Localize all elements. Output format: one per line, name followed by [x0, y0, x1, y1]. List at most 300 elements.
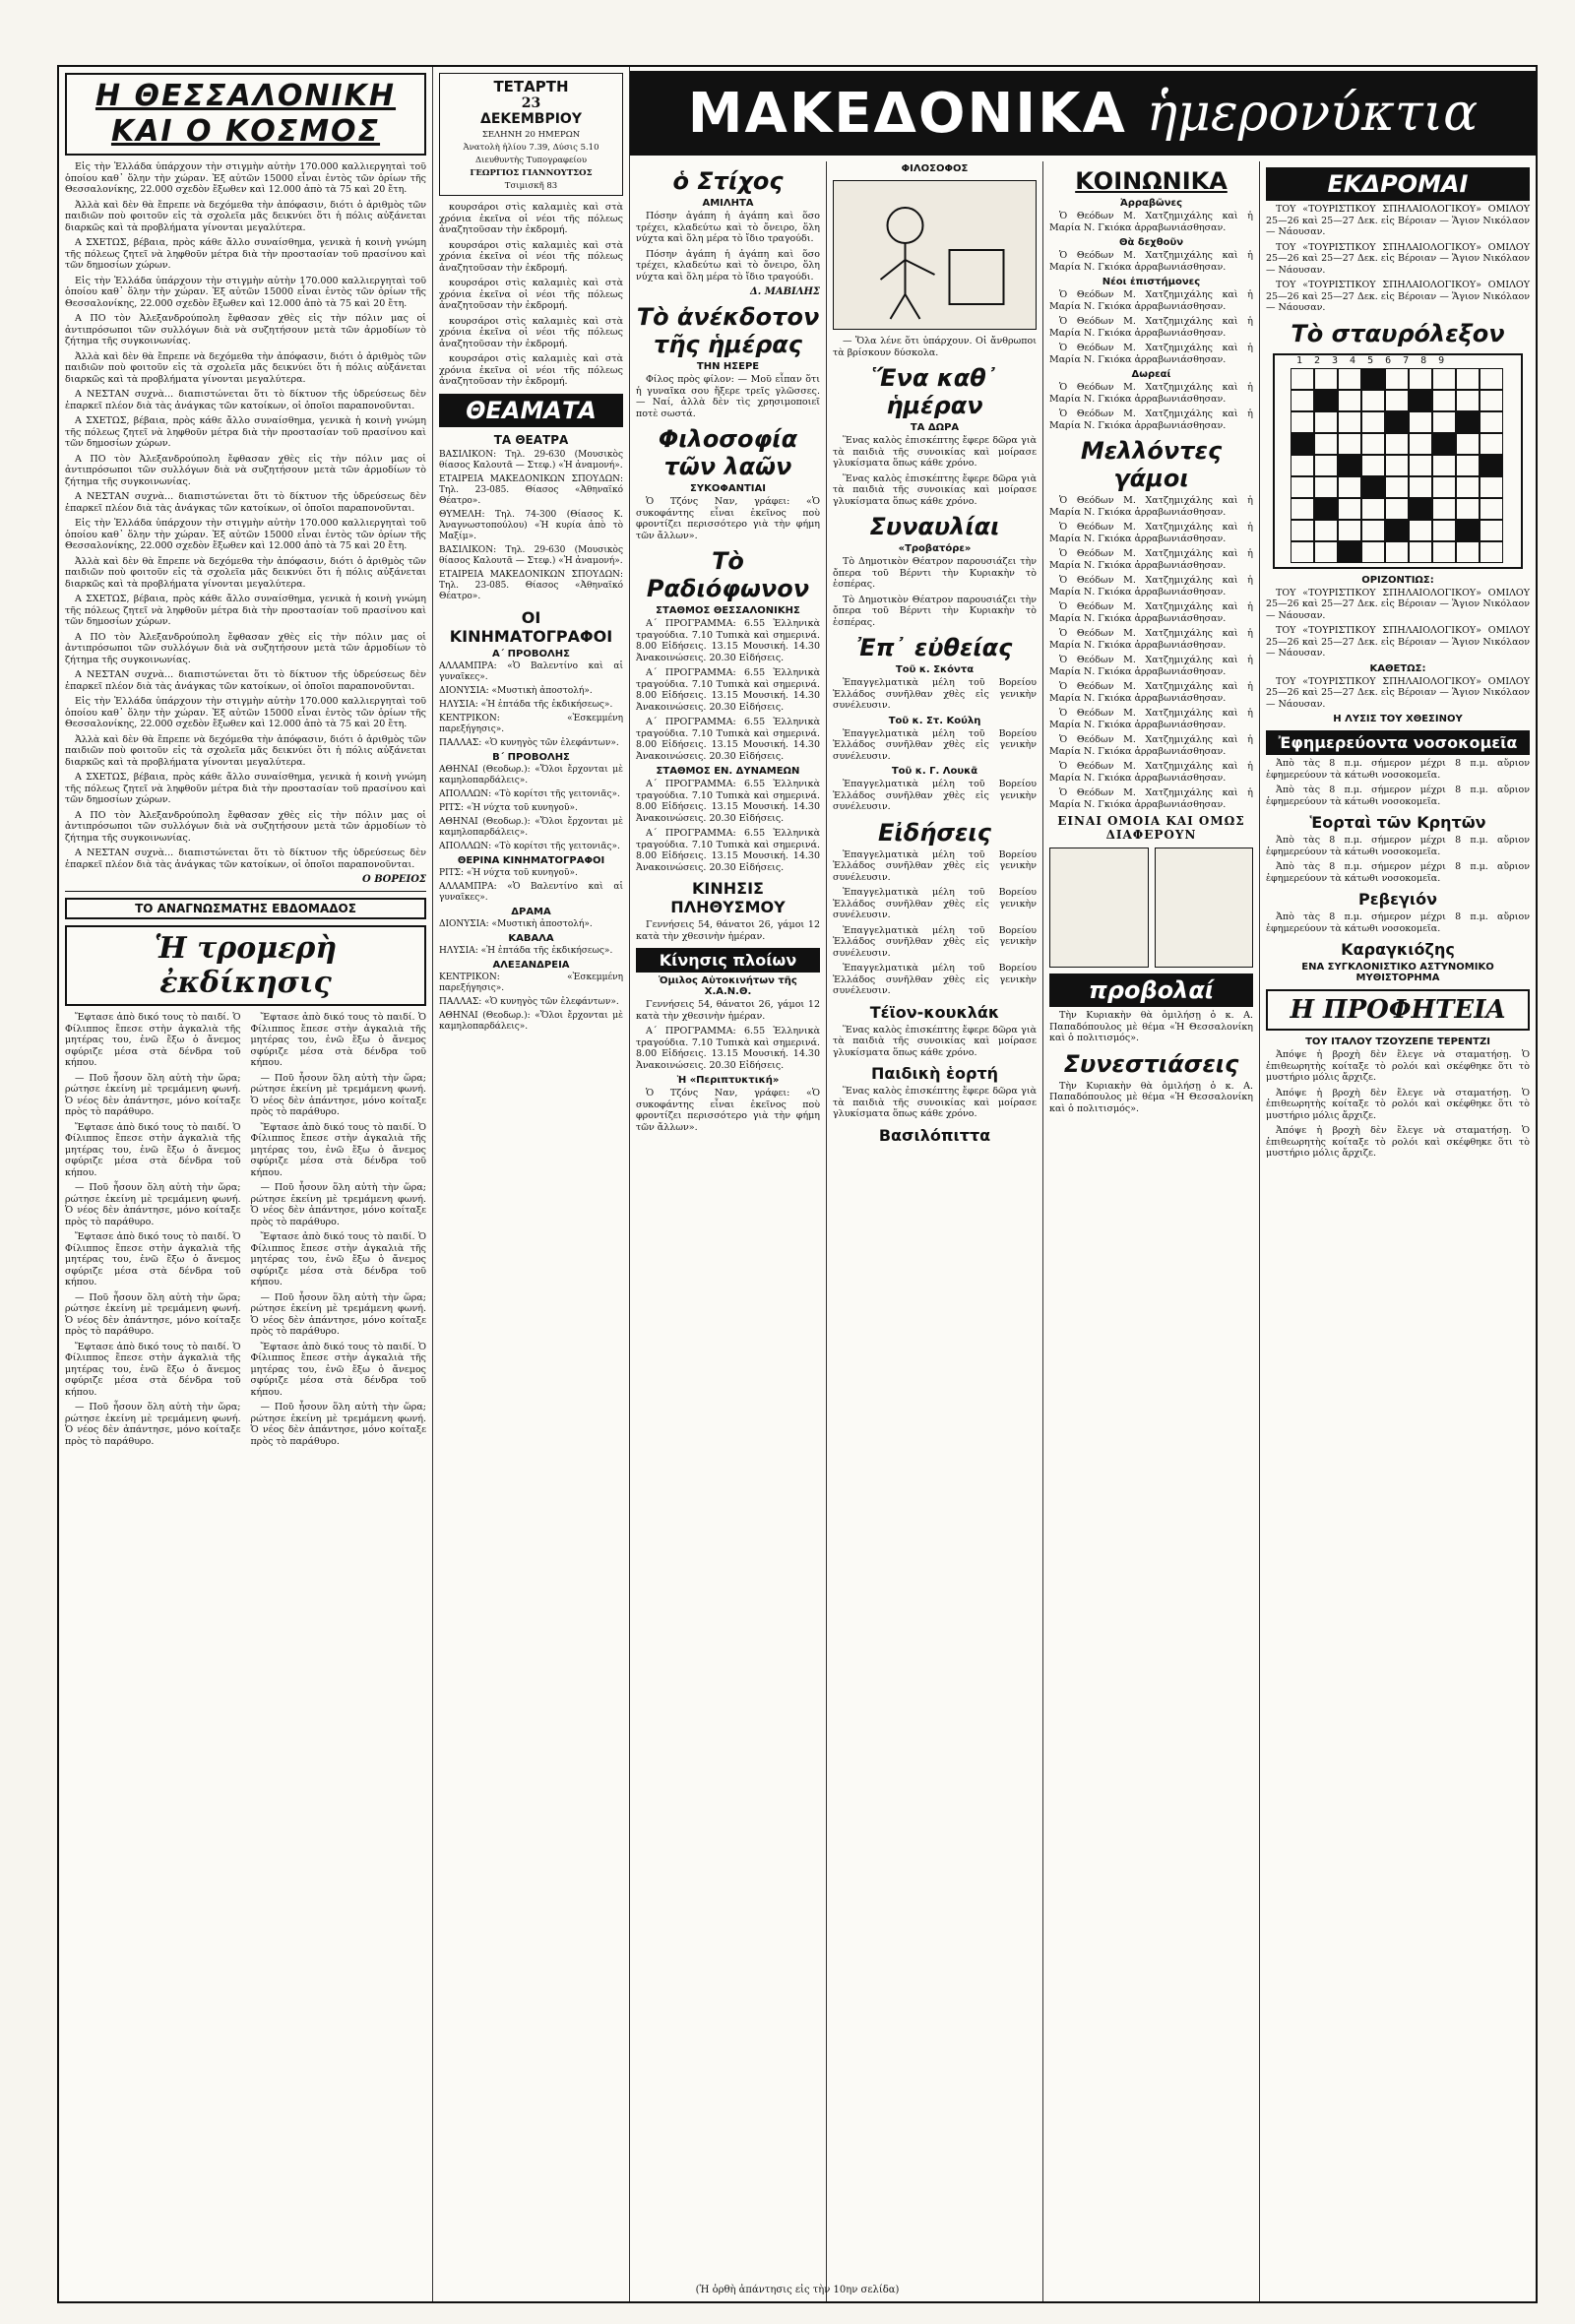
weddings-text: Ὁ Θεόδων Μ. Χατζημιχάλης καὶ ἡ Μαρία Ν. Γκιόκα ἀρραβωνιάσθησαν. [1049, 522, 1253, 544]
teaparty-heading: Τέϊον-κουκλάκ [869, 1002, 1000, 1022]
crossword-block [1338, 455, 1361, 476]
crossword-grid [1291, 368, 1521, 563]
crossword-cell[interactable] [1432, 498, 1456, 520]
crossword-cell[interactable] [1409, 433, 1432, 455]
daily-text: Ἕνας καλὸς ἐπισκέπτης ἔφερε δῶρα γιὰ τὰ παιδιὰ τῆς συνοικίας καὶ μοίρασε γλυκίσματα ὅπως κάθε χρόνο. [833, 472, 1037, 507]
crossword-block [1314, 498, 1338, 520]
daily-subtitle: ΤΑ ΔΩΡΑ [910, 422, 960, 433]
story-tag: ΤΟ ΑΝΑΓΝΩΣΜΑΤΗΣ ΕΒΔΟΜΑΔΟΣ [65, 898, 426, 919]
col1-paragraph: Α ΠΟ τὸν Ἀλεξανδρούπολη ἔφθασαν χθὲς εἰς τὴν πόλιν μας οἱ ἀντιπρόσωποι τῶν συλλόγων διὰ νὰ συζητήσουν μετὰ τῶν ἁρμοδίων τὸ ζήτημα τῆς συγκοινωνίας. [65, 453, 426, 487]
story-paragraph: — Ποῦ ἦσουν ὅλη αὐτὴ τὴν ὥρα; ρώτησε ἐκείνη μὲ τρεμάμενη φωνή. Ὁ νέος δὲν ἀπάντησε, μόνο κοίταξε πρὸς τὸ παράθυρο. [250, 1291, 426, 1337]
crossword-cell[interactable] [1456, 498, 1480, 520]
col1-paragraph: Ἀλλὰ καὶ δὲν θὰ ἔπρεπε νὰ δεχόμεθα τὴν ἀπόφασιν, διότι ὁ ἀριθμὸς τῶν παιδιῶν ποὺ φοιτοῦν εἰς τὰ σχολεῖα μᾶς δεικνύει ὅτι ἡ πόλις αὐξάνεται διαρκῶς καὶ τὰ προβλήματα γίνονται μεγαλύτερα. [65, 350, 426, 385]
col1-paragraph: Εἰς τὴν Ἑλλάδα ὑπάρχουν τὴν στιγμὴν αὐτὴν 170.000 καλλιεργηταὶ τοῦ ὁποίου καθ᾿ ὅλην τὴν χώραν. Ἐξ αὐτῶν 15000 εἶναι ἐντὸς τῶν ὁρίων τῆς Θεσσαλονίκης, 22.000 σχεδὸν ἔξωθεν καὶ 12.000 ἀπὸ τὰ 75 καὶ 20 ἔτη. [65, 275, 426, 309]
concerts-text: Τὸ Δημοτικὸν Θέατρον παρουσιάζει τὴν ὄπερα τοῦ Βέρντι τὴν Κυριακὴν τὸ ἑσπέρας. [833, 594, 1037, 628]
crossword-heading: Τὸ σταυρόλεξον [1291, 319, 1505, 347]
ships-text: Α΄ ΠΡΟΓΡΑΜΜΑ: 6.55 Ἑλληνικὰ τραγούδια. 7.10 Τυπικὰ καὶ σημερινά. 8.00 Εἰδήσεις. 13.15 Μουσική. 14.30 Ἀνακοινώσεις. 20.30 Εἰδήσεις. [636, 1026, 820, 1071]
crossword-cell[interactable] [1409, 520, 1432, 541]
novel-author: ΤΟΥ ΙΤΑΛΟΥ ΤΖΟΥΖΕΠΕ ΤΕΡΕΝΤΖΙ [1305, 1036, 1490, 1047]
kids-party-body [833, 1086, 1037, 1120]
crossword-cell[interactable] [1432, 520, 1456, 541]
population-heading: ΚΙΝΗΣΙΣ ΠΛΗΘΥΣΜΟΥ [670, 879, 786, 916]
crossword-cell[interactable] [1338, 498, 1361, 520]
story-paragraph: Ἔφτασε ἀπὸ δικό τους τὸ παιδί. Ὁ Φίλιππος ἔπεσε στὴν ἀγκαλιὰ τῆς μητέρας του, ἐνῶ ἔξω ὁ ἄνεμος σφύριζε μέσα στὰ δένδρα τοῦ κήπου. [65, 1341, 241, 1398]
kids-party-text: Ἕνας καλὸς ἐπισκέπτης ἔφερε δῶρα γιὰ τὰ παιδιὰ τῆς συνοικίας καὶ μοίρασε γλυκίσματα ὅπως κάθε χρόνο. [833, 1086, 1037, 1119]
weddings-body [1049, 495, 1253, 810]
weddings-text: Ὁ Θεόδων Μ. Χατζημιχάλης καὶ ἡ Μαρία Ν. Γκιόκα ἀρραβωνιάσθησαν. [1049, 601, 1253, 624]
crossword-cell[interactable] [1432, 455, 1456, 476]
column-3 [630, 161, 827, 2301]
straight-body [833, 677, 1037, 712]
novel-title: Η ΠΡΟΦΗΤΕΙΑ [1266, 989, 1530, 1031]
weddings-text: Ὁ Θεόδων Μ. Χατζημιχάλης καὶ ἡ Μαρία Ν. Γκιόκα ἀρραβωνιάσθησαν. [1049, 761, 1253, 784]
cartoon-panel [1155, 848, 1254, 968]
col1-article [65, 161, 426, 870]
population-text: Γεννήσεις 54, θάνατοι 26, γάμοι 12 κατὰ τὴν χθεσινὴν ἡμέραν. [636, 919, 820, 942]
col1-paragraph: Εἰς τὴν Ἑλλάδα ὑπάρχουν τὴν στιγμὴν αὐτὴν 170.000 καλλιεργηταὶ τοῦ ὁποίου καθ᾿ ὅλην τὴν χώραν. Ἐξ αὐτῶν 15000 εἶναι ἐντὸς τῶν ὁρίων τῆς Θεσσαλονίκης, 22.000 σχεδὸν ἔξωθεν καὶ 12.000 ἀπὸ τὰ 75 καὶ 20 ἔτη. [65, 161, 426, 195]
clue-text: ΤΟΥ «ΤΟΥΡΙΣΤΙΚΟΥ ΣΠΗΛΑΙΟΛΟΓΙΚΟΥ» ΟΜΙΛΟΥ 25—26 καὶ 25—27 Δεκ. εἰς Βέροιαν — Ἅγιον Νικόλαον — Νάουσαν. [1266, 675, 1530, 710]
receptions-body [1049, 250, 1253, 273]
periptiki-text: Ὁ Τζόνς Ναν, γράφει: «Ὁ συκοφάντης εἶναι ἐκεῖνος ποὺ φροντίζει περισσότερο γιὰ τὴν φήμη τῶν ἄλλων». [636, 1088, 820, 1133]
news-text: Ἐπαγγελματικὰ μέλη τοῦ Βορείου Ἑλλάδος συνῆλθαν χθὲς εἰς γενικὴν συνέλευσιν. [833, 963, 1037, 996]
col1-paragraph: Α ΝΕΣΤΑΝ συχνὰ... διαπιστώνεται ὅτι τὸ δίκτυον τῆς ὑδρεύσεως δὲν ἐπαρκεῖ πλέον διὰ τὰς ἀνάγκας τῶν κατοίκων, οἱ ὁποῖοι παραπονοῦνται. [65, 389, 426, 411]
novel-body [1266, 1049, 1530, 1160]
first-run-heading: Α΄ ΠΡΟΒΟΛΗΣ [492, 648, 570, 660]
crossword-cell[interactable] [1409, 368, 1432, 390]
col2-paragraph: κουρσάροι στὶς καλαμιὲς καὶ στὰ χρόνια ἐκεῖνα οἱ νέοι τῆς πόλεως ἀναζητοῦσαν τὴν ἐκδρομή. [439, 278, 623, 311]
anecdote-body [636, 374, 820, 419]
crossword-cell[interactable] [1385, 390, 1409, 411]
clue-text: ΤΟΥ «ΤΟΥΡΙΣΤΙΚΟΥ ΣΠΗΛΑΙΟΛΟΓΙΚΟΥ» ΟΜΙΛΟΥ 25—26 καὶ 25—27 Δεκ. εἰς Βέροιαν — Ἅγιον Νικόλαον — Νάουσαν. [1266, 587, 1530, 621]
crossword-cell[interactable] [1432, 411, 1456, 433]
story-body [65, 1012, 426, 1451]
theatre-listing: ΒΑΣΙΛΙΚΟΝ: Τηλ. 29-630 (Μουσικὸς θίασος Καλουτᾶ — Στεφ.) «Ἡ ἀναμονή». [439, 449, 623, 471]
hospitals-text: Ἀπὸ τὰς 8 π.μ. σήμερον μέχρι 8 π.μ. αὔριον ἐφημερεύουν τὰ κάτωθι νοσοκομεῖα. [1266, 758, 1530, 781]
weddings-text: Ὁ Θεόδων Μ. Χατζημιχάλης καὶ ἡ Μαρία Ν. Γκιόκα ἀρραβωνιάσθησαν. [1049, 787, 1253, 810]
solution-heading: Η ΛΥΣΙΣ ΤΟΥ ΧΘΕΣΙΝΟΥ [1333, 714, 1463, 724]
crossword-cell[interactable] [1291, 541, 1314, 563]
crossword-cell[interactable] [1432, 476, 1456, 498]
col1-paragraph: Α ΝΕΣΤΑΝ συχνὰ... διαπιστώνεται ὅτι τὸ δίκτυον τῆς ὑδρεύσεως δὲν ἐπαρκεῖ πλέον διὰ τὰς ἀνάγκας τῶν κατοίκων, οἱ ὁποῖοι παραπονοῦνται. [65, 848, 426, 870]
social-heading: ΚΟΙΝΩΝΙΚΑ [1075, 167, 1228, 195]
straight-body-2 [833, 728, 1037, 763]
crossword-cell[interactable] [1385, 541, 1409, 563]
crossword-cell[interactable] [1480, 541, 1503, 563]
weddings-text: Ὁ Θεόδων Μ. Χατζημιχάλης καὶ ἡ Μαρία Ν. Γκιόκα ἀρραβωνιάσθησαν. [1049, 681, 1253, 704]
crossword-cell[interactable] [1361, 433, 1385, 455]
col2-text [439, 202, 623, 388]
crossword-cell[interactable] [1480, 390, 1503, 411]
cinema-listing: ΔΙΟΝΥΣΙΑ: «Μυστικὴ ἀποστολή». [439, 685, 593, 696]
concerts-heading: Συναυλίαι [869, 513, 1000, 540]
col1-paragraph: Α ΣΧΕΤΩΣ, βέβαια, πρὸς κάθε ἄλλο συναίσθημα, γενικὰ ἡ κοινὴ γνώμη τῆς πόλεως ζητεῖ νὰ ληφθοῦν μέτρα διὰ τὴν προστασίαν τοῦ πρασίνου καὶ τῶν δημοσίων χώρων. [65, 594, 426, 627]
dinners-body [1049, 1081, 1253, 1115]
vasilopita-heading: Βασιλόπιττα [878, 1125, 991, 1145]
cinema-listing: ΡΙΤΣ: «Ἡ νύχτα τοῦ κυνηγοῦ». [439, 802, 578, 813]
news-body [833, 849, 1037, 997]
screenings-heading: προβολαί [1049, 974, 1253, 1007]
crossword-block [1385, 411, 1409, 433]
crossword-block [1409, 498, 1432, 520]
crossword-cell[interactable] [1456, 390, 1480, 411]
crossword-cell[interactable] [1314, 541, 1338, 563]
sun-info: Ἀνατολὴ ἡλίου 7.39, Δύσις 5.10 [463, 143, 599, 153]
news-heading: Εἰδήσεις [878, 818, 991, 847]
periptiki-body [636, 1088, 820, 1133]
story-paragraph: — Ποῦ ἦσουν ὅλη αὐτὴ τὴν ὥρα; ρώτησε ἐκείνη μὲ τρεμάμενη φωνή. Ὁ νέος δὲν ἀπάντησε, μόνο κοίταξε πρὸς τὸ παράθυρο. [65, 1072, 241, 1117]
ships-subtitle: Ὁμιλος Αὐτοκινήτων τῆς Χ.Α.Ν.Θ. [659, 975, 797, 997]
crossword-cell[interactable] [1385, 368, 1409, 390]
crossword-cell[interactable] [1338, 433, 1361, 455]
col1-paragraph: Ἀλλὰ καὶ δὲν θὰ ἔπρεπε νὰ δεχόμεθα τὴν ἀπόφασιν, διότι ὁ ἀριθμὸς τῶν παιδιῶν ποὺ φοιτοῦν εἰς τὰ σχολεῖα μᾶς δεικνύει ὅτι ἡ πόλις αὐξάνεται διαρκῶς καὶ τὰ προβλήματα γίνονται μεγαλύτερα. [65, 733, 426, 768]
cinema-listing: ΑΘΗΝΑΙ (Θεοδωρ.): «Ὅλοι ἔρχονται μὲ καμηλοπαρδάλεις». [439, 764, 623, 785]
author-skonta: Τοῦ κ. Σκόντα [895, 664, 975, 675]
donations-text: Ὁ Θεόδων Μ. Χατζημιχάλης καὶ ἡ Μαρία Ν. Γκιόκα ἀρραβωνιάσθησαν. [1049, 382, 1253, 405]
date-day: 23 [521, 95, 541, 111]
crossword-cell[interactable] [1291, 498, 1314, 520]
radio-text: Α΄ ΠΡΟΓΡΑΜΜΑ: 6.55 Ἑλληνικὰ τραγούδια. 7.10 Τυπικὰ καὶ σημερινά. 8.00 Εἰδήσεις. 13.15 Μουσική. 14.30 Ἀνακοινώσεις. 20.30 Εἰδήσεις. [636, 779, 820, 824]
cretan-feasts-text: Ἀπὸ τὰς 8 π.μ. σήμερον μέχρι 8 π.μ. αὔριον ἐφημερεύουν τὰ κάτωθι νοσοκομεῖα. [1266, 861, 1530, 884]
poem-title: ΑΜΙΛΗΤΑ [702, 198, 754, 209]
cinema-listing: ΗΛΥΣΙΑ: «Ἡ ἑπτάδα τῆς ἐκδικήσεως». [439, 945, 613, 956]
crossword-answer-note: (Ἡ ὀρθὴ ἀπάντησις εἰς τὴν 10ην σελίδα) [695, 2285, 900, 2295]
weddings-text: Ὁ Θεόδων Μ. Χατζημιχάλης καὶ ἡ Μαρία Ν. Γκιόκα ἀρραβωνιάσθησαν. [1049, 575, 1253, 597]
straight-heading: Ἐπ᾿ εὐθείας [856, 634, 1013, 661]
straight-text: Ἐπαγγελματικὰ μέλη τοῦ Βορείου Ἑλλάδος συνῆλθαν χθὲς εἰς γενικὴν συνέλευσιν. [833, 779, 1037, 812]
theatre-listing: ΕΤΑΙΡΕΙΑ ΜΑΚΕΔΟΝΙΚΩΝ ΣΠΟΥΔΩΝ: Τηλ. 23-085. Θίασος «Ἀθηναϊκό Θέατρο». [439, 473, 623, 506]
karagiozis-heading: Καραγκιόζης [1341, 940, 1455, 959]
crossword-cell[interactable] [1385, 476, 1409, 498]
graduates-text: Ὁ Θεόδων Μ. Χατζημιχάλης καὶ ἡ Μαρία Ν. Γκιόκα ἀρραβωνιάσθησαν. [1049, 343, 1253, 365]
printer-address: Τσιμισκῆ 83 [504, 181, 558, 191]
news-text: Ἐπαγγελματικὰ μέλη τοῦ Βορείου Ἑλλάδος συνῆλθαν χθὲς εἰς γενικὴν συνέλευσιν. [833, 848, 1037, 883]
crossword-numbers: 123456789 [1296, 354, 1457, 366]
donations-text: Ὁ Θεόδων Μ. Χατζημιχάλης καὶ ἡ Μαρία Ν. Γκιόκα ἀρραβωνιάσθησαν. [1049, 408, 1253, 431]
crossword-cell[interactable] [1338, 411, 1361, 433]
philosopher-drawing [834, 181, 1036, 329]
story-paragraph: Ἔφτασε ἀπὸ δικό τους τὸ παιδί. Ὁ Φίλιππος ἔπεσε στὴν ἀγκαλιὰ τῆς μητέρας του, ἐνῶ ἔξω ὁ ἄνεμος σφύριζε μέσα στὰ δένδρα τοῦ κήπου. [250, 1341, 426, 1398]
cinema-listing: ΠΑΛΛΑΣ: «Ὁ κυνηγὸς τῶν ἐλεφάντων». [439, 996, 619, 1007]
story-paragraph: — Ποῦ ἦσουν ὅλη αὐτὴ τὴν ὥρα; ρώτησε ἐκείνη μὲ τρεμάμενη φωνή. Ὁ νέος δὲν ἀπάντησε, μόνο κοίταξε πρὸς τὸ παράθυρο. [250, 1402, 426, 1447]
straight-text: Ἐπαγγελματικὰ μέλη τοῦ Βορείου Ἑλλάδος συνῆλθαν χθὲς εἰς γενικὴν συνέλευσιν. [833, 727, 1037, 762]
col1-paragraph: Α ΝΕΣΤΑΝ συχνὰ... διαπιστώνεται ὅτι τὸ δίκτυον τῆς ὑδρεύσεως δὲν ἐπαρκεῖ πλέον διὰ τὰς ἀνάγκας τῶν κατοίκων, οἱ ὁποῖοι παραπονοῦνται. [65, 669, 426, 692]
weddings-text: Ὁ Θεόδων Μ. Χατζημιχάλης καὶ ἡ Μαρία Ν. Γκιόκα ἀρραβωνιάσθησαν. [1049, 495, 1253, 518]
moon-info: ΣΕΛΗΝΗ 20 ΗΜΕΡΩΝ [481, 130, 581, 140]
weddings-text: Ὁ Θεόδων Μ. Χατζημιχάλης καὶ ἡ Μαρία Ν. Γκιόκα ἀρραβωνιάσθησαν. [1049, 708, 1253, 730]
crossword-cell[interactable] [1314, 433, 1338, 455]
news-text: Ἐπαγγελματικὰ μέλη τοῦ Βορείου Ἑλλάδος συνῆλθαν χθὲς εἰς γενικὴν συνέλευσιν. [833, 887, 1037, 920]
crossword-cell[interactable] [1291, 411, 1314, 433]
weddings-text: Ὁ Θεόδων Μ. Χατζημιχάλης καὶ ἡ Μαρία Ν. Γκιόκα ἀρραβωνιάσθησαν. [1049, 655, 1253, 677]
clue-text: ΤΟΥ «ΤΟΥΡΙΣΤΙΚΟΥ ΣΠΗΛΑΙΟΛΟΓΙΚΟΥ» ΟΜΙΛΟΥ 25—26 καὶ 25—27 Δεκ. εἰς Βέροιαν — Ἅγιον Νικόλαον — Νάουσαν. [1266, 625, 1530, 659]
hospitals-heading: Ἐφημερεύοντα νοσοκομεῖα [1266, 730, 1530, 755]
screenings-body [1049, 1010, 1253, 1044]
col1-paragraph: Ἀλλὰ καὶ δὲν θὰ ἔπρεπε νὰ δεχόμεθα τὴν ἀπόφασιν, διότι ὁ ἀριθμὸς τῶν παιδιῶν ποὺ φοιτοῦν εἰς τὰ σχολεῖα μᾶς δεικνύει ὅτι ἡ πόλις αὐξάνεται διαρκῶς καὶ τὰ προβλήματα γίνονται μεγαλύτερα. [65, 555, 426, 590]
cinema-listing: ΡΙΤΣ: «Ἡ νύχτα τοῦ κυνηγοῦ». [439, 867, 578, 878]
cartoon-title: ΦΙΛΟΣΟΦΟΣ [901, 163, 969, 174]
crossword-cell[interactable] [1361, 520, 1385, 541]
excursions-body [1266, 204, 1530, 314]
crossword [1273, 353, 1523, 569]
crossword-block [1314, 390, 1338, 411]
teaparty-body [833, 1025, 1037, 1059]
philosophy-body [636, 496, 820, 541]
radio-station: ΣΤΑΘΜΟΣ ΘΕΣΣΑΛΟΝΙΚΗΣ [656, 605, 800, 616]
crossword-cell[interactable] [1291, 368, 1314, 390]
column-2 [433, 67, 630, 2301]
reveillon-heading: Ρεβεγιόν [1357, 890, 1437, 909]
cartoon-caption [833, 336, 1037, 358]
crossword-cell[interactable] [1361, 498, 1385, 520]
date-box [439, 73, 623, 196]
straight-text: Ἐπαγγελματικὰ μέλη τοῦ Βορείου Ἑλλάδος συνῆλθαν χθὲς εἰς γενικὴν συνέλευσιν. [833, 677, 1037, 711]
col2-paragraph: κουρσάροι στὶς καλαμιὲς καὶ στὰ χρόνια ἐκεῖνα οἱ νέοι τῆς πόλεως ἀναζητοῦσαν τὴν ἐκδρομή. [439, 202, 623, 235]
crossword-cell[interactable] [1480, 411, 1503, 433]
cretan-feasts-heading: Ἑορταὶ τῶν Κρητῶν [1309, 813, 1486, 832]
straight-body-3 [833, 779, 1037, 813]
crossword-cell[interactable] [1291, 390, 1314, 411]
engagements-text: Ὁ Θεόδων Μ. Χατζημιχάλης καὶ ἡ Μαρία Ν. Γκιόκα ἀρραβωνιάσθησαν. [1049, 211, 1253, 233]
cretan-feasts-text: Ἀπὸ τὰς 8 π.μ. σήμερον μέχρι 8 π.μ. αὔριον ἐφημερεύουν τὰ κάτωθι νοσοκομεῖα. [1266, 835, 1530, 857]
crossword-cell[interactable] [1314, 520, 1338, 541]
col1-paragraph: Εἰς τὴν Ἑλλάδα ὑπάρχουν τὴν στιγμὴν αὐτὴν 170.000 καλλιεργηταὶ τοῦ ὁποίου καθ᾿ ὅλην τὴν χώραν. Ἐξ αὐτῶν 15000 εἶναι ἐντὸς τῶν ὁρίων τῆς Θεσσαλονίκης, 22.000 σχεδὸν ἔξωθεν καὶ 12.000 ἀπὸ τὰ 75 καὶ 20 ἔτη. [65, 518, 426, 551]
graduates-text: Ὁ Θεόδων Μ. Χατζημιχάλης καὶ ἡ Μαρία Ν. Γκιόκα ἀρραβωνιάσθησαν. [1049, 316, 1253, 339]
cinema-listing: ΚΕΝΤΡΙΚΟΝ: «Ἐσκεμμένη παρεξήγησις». [439, 713, 623, 734]
theatre-listing: ΘΥΜΕΛΗ: Τηλ. 74-300 (Θίασος Κ. Ἀναγνωστοπούλου) «Ἡ κυρία ἀπὸ τὸ Μαξίμ». [439, 509, 623, 541]
col1-paragraph: Ἀλλὰ καὶ δὲν θὰ ἔπρεπε νὰ δεχόμεθα τὴν ἀπόφασιν, διότι ὁ ἀριθμὸς τῶν παιδιῶν ποὺ φοιτοῦν εἰς τὰ σχολεῖα μᾶς δεικνύει ὅτι ἡ πόλις αὐξάνεται διαρκῶς καὶ τὰ προβλήματα γίνονται μεγαλύτερα. [65, 199, 426, 233]
engagements-heading: Ἀρραβῶνες [1119, 198, 1183, 209]
donations-body [1049, 382, 1253, 431]
crossword-cell[interactable] [1361, 455, 1385, 476]
story-paragraph: — Ποῦ ἦσουν ὅλη αὐτὴ τὴν ὥρα; ρώτησε ἐκείνη μὲ τρεμάμενη φωνή. Ὁ νέος δὲν ἀπάντησε, μόνο κοίταξε πρὸς τὸ παράθυρο. [250, 1072, 426, 1117]
receptions-text: Ὁ Θεόδων Μ. Χατζημιχάλης καὶ ἡ Μαρία Ν. Γκιόκα ἀρραβωνιάσθησαν. [1049, 250, 1253, 273]
story-paragraph: Ἔφτασε ἀπὸ δικό τους τὸ παιδί. Ὁ Φίλιππος ἔπεσε στὴν ἀγκαλιὰ τῆς μητέρας του, ἐνῶ ἔξω ὁ ἄνεμος σφύριζε μέσα στὰ δένδρα τοῦ κήπου. [250, 1012, 426, 1068]
philosophy-subtitle: ΣΥΚΟΦΑΝΤΙΑΙ [690, 483, 766, 494]
crossword-block [1385, 520, 1409, 541]
caption-text: — Ὅλα λένε ὅτι ὑπάρχουν. Οἱ ἄνθρωποι τὰ βρίσκουν δύσκολα. [833, 336, 1037, 358]
concerts-text: Τὸ Δημοτικὸν Θέατρον παρουσιάζει τὴν ὄπερα τοῦ Βέρντι τὴν Κυριακὴν τὸ ἑσπέρας. [833, 556, 1037, 590]
radio-text: Α΄ ΠΡΟΓΡΑΜΜΑ: 6.55 Ἑλληνικὰ τραγούδια. 7.10 Τυπικὰ καὶ σημερινά. 8.00 Εἰδήσεις. 13.15 Μουσική. 14.30 Ἀνακοινώσεις. 20.30 Εἰδήσεις. [636, 717, 820, 762]
crossword-cell[interactable] [1432, 368, 1456, 390]
crossword-cell[interactable] [1456, 433, 1480, 455]
crossword-cell[interactable] [1385, 455, 1409, 476]
ships-heading: Κίνησις πλοίων [636, 948, 820, 973]
story-paragraph: — Ποῦ ἦσουν ὅλη αὐτὴ τὴν ὥρα; ρώτησε ἐκείνη μὲ τρεμάμενη φωνή. Ὁ νέος δὲν ἀπάντησε, μόνο κοίταξε πρὸς τὸ παράθυρο. [65, 1291, 241, 1337]
crossword-block [1409, 390, 1432, 411]
masthead-line-2: ΚΑΙ Ο ΚΟΣΜΟΣ [110, 114, 381, 149]
crossword-block [1432, 433, 1456, 455]
crossword-cell[interactable] [1480, 433, 1503, 455]
cartoon-panel [1049, 848, 1149, 968]
crossword-block [1361, 368, 1385, 390]
crossword-cell[interactable] [1338, 476, 1361, 498]
receptions-heading: Θὰ δεχθοῦν [1118, 237, 1184, 248]
excursions-text: ΤΟΥ «ΤΟΥΡΙΣΤΙΚΟΥ ΣΠΗΛΑΙΟΛΟΓΙΚΟΥ» ΟΜΙΛΟΥ 25—26 καὶ 25—27 Δεκ. εἰς Βέροιαν — Ἅγιον Νικόλαον — Νάουσαν. [1266, 280, 1530, 313]
second-run-heading: Β΄ ΠΡΟΒΟΛΗΣ [492, 751, 570, 763]
reveillon-body [1266, 911, 1530, 934]
story-paragraph: — Ποῦ ἦσουν ὅλη αὐτὴ τὴν ὥρα; ρώτησε ἐκείνη μὲ τρεμάμενη φωνή. Ὁ νέος δὲν ἀπάντησε, μόνο κοίταξε πρὸς τὸ παράθυρο. [65, 1402, 241, 1447]
crossword-cell[interactable] [1480, 498, 1503, 520]
crossword-cell[interactable] [1291, 455, 1314, 476]
banner-subtitle: ἡμερονύκτια [1146, 84, 1479, 143]
theatre-listing: ΒΑΣΙΛΙΚΟΝ: Τηλ. 29-630 (Μουσικὸς θίασος Καλουτᾶ — Στεφ.) «Ἡ ἀναμονή». [439, 544, 623, 566]
col1-paragraph: Α ΠΟ τὸν Ἀλεξανδρούπολη ἔφθασαν χθὲς εἰς τὴν πόλιν μας οἱ ἀντιπρόσωποι τῶν συλλόγων διὰ νὰ συζητήσουν μετὰ τῶν ἁρμοδίων τὸ ζήτημα τῆς συγκοινωνίας. [65, 313, 426, 346]
crossword-cell[interactable] [1480, 520, 1503, 541]
story-paragraph: — Ποῦ ἦσουν ὅλη αὐτὴ τὴν ὥρα; ρώτησε ἐκείνη μὲ τρεμάμενη φωνή. Ὁ νέος δὲν ἀπάντησε, μόνο κοίταξε πρὸς τὸ παράθυρο. [250, 1182, 426, 1227]
crossword-cell[interactable] [1385, 498, 1409, 520]
poem-body [636, 211, 820, 283]
engagements-body [1049, 211, 1253, 233]
daily-body [833, 435, 1037, 507]
col2-paragraph: κουρσάροι στὶς καλαμιὲς καὶ στὰ χρόνια ἐκεῖνα οἱ νέοι τῆς πόλεως ἀναζητοῦσαν τὴν ἐκδρομή. [439, 315, 623, 349]
crossword-cell[interactable] [1338, 390, 1361, 411]
author-loukas: Τοῦ κ. Γ. Λουκᾶ [891, 766, 978, 777]
dinners-text: Τὴν Κυριακὴν θὰ ὁμιλήσῃ ὁ κ. Α. Παπαδόπουλος μὲ θέμα «Ἡ Θεσσαλονίκη καὶ ὁ πολιτισμός». [1049, 1080, 1253, 1114]
down-clues [1266, 676, 1530, 711]
crossword-cell[interactable] [1456, 541, 1480, 563]
crossword-cell[interactable] [1432, 541, 1456, 563]
divider [65, 891, 426, 892]
cinema-listing: ΑΘΗΝΑΙ (Θεοδωρ.): «Ὅλοι ἔρχονται μὲ καμηλοπαρδάλεις». [439, 1010, 623, 1032]
crossword-block [1456, 411, 1480, 433]
reveillon-text: Ἀπὸ τὰς 8 π.μ. σήμερον μέχρι 8 π.μ. αὔριον ἐφημερεύουν τὰ κάτωθι νοσοκομεῖα. [1266, 911, 1530, 934]
graduates-text: Ὁ Θεόδων Μ. Χατζημιχάλης καὶ ἡ Μαρία Ν. Γκιόκα ἀρραβωνιάσθησαν. [1049, 289, 1253, 312]
excursions-text: ΤΟΥ «ΤΟΥΡΙΣΤΙΚΟΥ ΣΠΗΛΑΙΟΛΟΓΙΚΟΥ» ΟΜΙΛΟΥ 25—26 καὶ 25—27 Δεκ. εἰς Βέροιαν — Ἅγιον Νικόλαον — Νάουσαν. [1266, 204, 1530, 237]
crossword-cell[interactable] [1338, 368, 1361, 390]
novel-text: Ἀπόψε ἡ βροχὴ δὲν ἔλεγε νὰ σταματήσῃ. Ὁ ἐπιθεωρητὴς κοίταξε τὸ ρολόι καὶ σκέφθηκε ὅτι τὸ μυστήριο μόλις ἄρχιζε. [1266, 1049, 1530, 1083]
population-body [636, 919, 820, 942]
cartoon-strip-title: ΕΙΝΑΙ ΟΜΟΙΑ ΚΑΙ ΟΜΩΣ ΔΙΑΦΕΡΟΥΝ [1057, 814, 1245, 842]
anecdote-heading: Τὸ ἀνέκδοτον τῆς ἡμέρας [636, 303, 820, 358]
graduates-body [1049, 289, 1253, 365]
date-weekday: ΤΕΤΑΡΤΗ [493, 78, 569, 95]
anecdote-text: Φίλος πρὸς φίλον: — Μοῦ εἶπαν ὅτι ἡ γυναῖκα σου ἤξερε τρεῖς γλῶσσες. — Ναί, ἀλλὰ δὲν τὶς χρησιμοποιεῖ ποτὲ σωστά. [636, 374, 820, 419]
crossword-cell[interactable] [1385, 433, 1409, 455]
crossword-cell[interactable] [1314, 455, 1338, 476]
crossword-cell[interactable] [1314, 411, 1338, 433]
col1-paragraph: Α ΣΧΕΤΩΣ, βέβαια, πρὸς κάθε ἄλλο συναίσθημα, γενικὰ ἡ κοινὴ γνώμη τῆς πόλεως ζητεῖ νὰ ληφθοῦν μέτρα διὰ τὴν προστασίαν τοῦ πρασίνου καὶ τῶν δημοσίων χώρων. [65, 415, 426, 449]
author-koulis: Τοῦ κ. Στ. Κούλη [888, 715, 981, 726]
crossword-cell[interactable] [1314, 368, 1338, 390]
story-paragraph: — Ποῦ ἦσουν ὅλη αὐτὴ τὴν ὥρα; ρώτησε ἐκείνη μὲ τρεμάμενη φωνή. Ὁ νέος δὲν ἀπάντησε, μόνο κοίταξε πρὸς τὸ παράθυρο. [65, 1182, 241, 1227]
crossword-cell[interactable] [1409, 476, 1432, 498]
teaparty-text: Ἕνας καλὸς ἐπισκέπτης ἔφερε δῶρα γιὰ τὰ παιδιὰ τῆς συνοικίας καὶ μοίρασε γλυκίσματα ὅπως κάθε χρόνο. [833, 1024, 1037, 1058]
donations-heading: Δωρεαί [1131, 369, 1171, 380]
crossword-cell[interactable] [1432, 390, 1456, 411]
crossword-block [1480, 455, 1503, 476]
cinema-listing: ΑΠΟΛΛΩΝ: «Τὸ κορίτσι τῆς γειτονιᾶς». [439, 788, 620, 799]
crossword-cell[interactable] [1456, 455, 1480, 476]
poem-verse: Πόσην ἀγάπη ἡ ἀγάπη καὶ ὅσο τρέχει, κλαδεύτω καὶ τὸ ὄνειρο, ὅλη νύχτα καὶ ὅλη μέρα τὸ ἴδιο τραγούδι. [636, 248, 820, 283]
theatre-listing: ΕΤΑΙΡΕΙΑ ΜΑΚΕΔΟΝΙΚΩΝ ΣΠΟΥΔΩΝ: Τηλ. 23-085. Θίασος «Ἀθηναϊκό Θέατρο». [439, 569, 623, 601]
crossword-cell[interactable] [1338, 520, 1361, 541]
col1-paragraph: Α ΣΧΕΤΩΣ, βέβαια, πρὸς κάθε ἄλλο συναίσθημα, γενικὰ ἡ κοινὴ γνώμη τῆς πόλεως ζητεῖ νὰ ληφθοῦν μέτρα διὰ τὴν προστασίαν τοῦ πρασίνου καὶ τῶν δημοσίων χώρων. [65, 772, 426, 805]
col1-byline: Ο ΒΟΡΕΙΟΣ [362, 874, 426, 885]
printer-label: Διευθυντὴς Τυπογραφείου [474, 156, 588, 165]
masthead-line-1: Η ΘΕΣΣΑΛΟΝΙΚΗ [94, 79, 397, 113]
philosophy-heading: Φιλοσοφία τῶν λαῶν [658, 425, 798, 480]
cinema-listing: ΑΠΟΛΛΩΝ: «Τὸ κορίτσι τῆς γειτονιᾶς». [439, 841, 620, 851]
drama-heading: ΔΡΑΜΑ [511, 906, 551, 917]
cretan-feasts-body [1266, 835, 1530, 884]
radio-text: Α΄ ΠΡΟΓΡΑΜΜΑ: 6.55 Ἑλληνικὰ τραγούδια. 7.10 Τυπικὰ καὶ σημερινά. 8.00 Εἰδήσεις. 13.15 Μουσική. 14.30 Ἀνακοινώσεις. 20.30 Εἰδήσεις. [636, 667, 820, 713]
story-paragraph: Ἔφτασε ἀπὸ δικό τους τὸ παιδί. Ὁ Φίλιππος ἔπεσε στὴν ἀγκαλιὰ τῆς μητέρας του, ἐνῶ ἔξω ὁ ἄνεμος σφύριζε μέσα στὰ δένδρα τοῦ κήπου. [250, 1231, 426, 1288]
cinemas-heading: ΟΙ ΚΙΝΗΜΑΤΟΓΡΑΦΟΙ [449, 607, 613, 646]
theatra-heading: ΤΑ ΘΕΑΤΡΑ [493, 432, 569, 447]
ships-text: Γεννήσεις 54, θάνατοι 26, γάμοι 12 κατὰ τὴν χθεσινὴν ἡμέραν. [636, 999, 820, 1022]
crossword-cell[interactable] [1409, 455, 1432, 476]
crossword-cell[interactable] [1409, 411, 1432, 433]
graduates-heading: Νέοι ἐπιστήμονες [1102, 277, 1201, 287]
cinema-listing: ΠΑΛΛΑΣ: «Ὁ κυνηγὸς τῶν ἐλεφάντων». [439, 737, 619, 748]
kavala-heading: ΚΑΒΑΛΑ [508, 932, 554, 944]
novel-tag: ΕΝΑ ΣΥΓΚΛΟΝΙΣΤΙΚΟ ΑΣΤΥΝΟΜΙΚΟ ΜΥΘΙΣΤΟΡΗΜΑ [1301, 962, 1494, 983]
crossword-block [1338, 541, 1361, 563]
crossword-cell[interactable] [1291, 520, 1314, 541]
crossword-block [1291, 433, 1314, 455]
stichos-heading: ὁ Στίχος [672, 167, 784, 195]
col1-paragraph: Α ΠΟ τὸν Ἀλεξανδρούπολη ἔφθασαν χθὲς εἰς τὴν πόλιν μας οἱ ἀντιπρόσωποι τῶν συλλόγων διὰ νὰ συζητήσουν μετὰ τῶν ἁρμοδίων τὸ ζήτημα τῆς συγκοινωνίας. [65, 809, 426, 844]
radio-program [636, 618, 820, 762]
radio-army-program [636, 779, 820, 873]
poem-verse: Πόσην ἀγάπη ἡ ἀγάπη καὶ ὅσο τρέχει, κλαδεύτω καὶ τὸ ὄνειρο, ὅλη νύχτα καὶ ὅλη μέρα τὸ ἴδιο τραγούδι. [636, 211, 820, 244]
story-paragraph: Ἔφτασε ἀπὸ δικό τους τὸ παιδί. Ὁ Φίλιππος ἔπεσε στὴν ἀγκαλιὰ τῆς μητέρας του, ἐνῶ ἔξω ὁ ἄνεμος σφύριζε μέσα στὰ δένδρα τοῦ κήπου. [65, 1231, 241, 1288]
crossword-cell[interactable] [1456, 476, 1480, 498]
radio-text: Α΄ ΠΡΟΓΡΑΜΜΑ: 6.55 Ἑλληνικὰ τραγούδια. 7.10 Τυπικὰ καὶ σημερινά. 8.00 Εἰδήσεις. 13.15 Μουσική. 14.30 Ἀνακοινώσεις. 20.30 Εἰδήσεις. [636, 618, 820, 663]
col2-paragraph: κουρσάροι στὶς καλαμιὲς καὶ στὰ χρόνια ἐκεῖνα οἱ νέοι τῆς πόλεως ἀναζητοῦσαν τὴν ἐκδρομή. [439, 353, 623, 387]
masthead-left [65, 73, 426, 156]
dinners-heading: Συνεστιάσεις [1063, 1049, 1239, 1078]
excursions-text: ΤΟΥ «ΤΟΥΡΙΣΤΙΚΟΥ ΣΠΗΛΑΙΟΛΟΓΙΚΟΥ» ΟΜΙΛΟΥ 25—26 καὶ 25—27 Δεκ. εἰς Βέροιαν — Ἅγιον Νικόλαον — Νάουσαν. [1266, 241, 1530, 276]
crossword-cell[interactable] [1409, 541, 1432, 563]
date-month: ΔΕΚΕΜΒΡΙΟΥ [480, 111, 582, 127]
crossword-cell[interactable] [1361, 411, 1385, 433]
crossword-cell[interactable] [1291, 476, 1314, 498]
crossword-block [1456, 520, 1480, 541]
excursions-heading: ΕΚΔΡΟΜΑΙ [1266, 167, 1530, 201]
philosophy-text: Ὁ Τζόνς Ναν, γράφει: «Ὁ συκοφάντης εἶναι ἐκεῖνος ποὺ φροντίζει περισσότερο γιὰ τὴν φήμη τῶν ἄλλων». [636, 496, 820, 541]
crossword-cell[interactable] [1361, 541, 1385, 563]
story-paragraph: Ἔφτασε ἀπὸ δικό τους τὸ παιδί. Ὁ Φίλιππος ἔπεσε στὴν ἀγκαλιὰ τῆς μητέρας του, ἐνῶ ἔξω ὁ ἄνεμος σφύριζε μέσα στὰ δένδρα τοῦ κήπου. [65, 1012, 241, 1068]
crossword-cell[interactable] [1361, 390, 1385, 411]
screenings-text: Τὴν Κυριακὴν θὰ ὁμιλήσῃ ὁ κ. Α. Παπαδόπουλος μὲ θέμα «Ἡ Θεσσαλονίκη καὶ ὁ πολιτισμός». [1049, 1010, 1253, 1043]
weddings-text: Ὁ Θεόδων Μ. Χατζημιχάλης καὶ ἡ Μαρία Ν. Γκιόκα ἀρραβωνιάσθησαν. [1049, 734, 1253, 757]
novel-text: Ἀπόψε ἡ βροχὴ δὲν ἔλεγε νὰ σταματήσῃ. Ὁ ἐπιθεωρητὴς κοίταξε τὸ ρολόι καὶ σκέφθηκε ὅτι τὸ μυστήριο μόλις ἄρχιζε. [1266, 1125, 1530, 1159]
weddings-heading: Μελλόντες γάμοι [1080, 437, 1223, 492]
crossword-cell[interactable] [1456, 368, 1480, 390]
col1-paragraph: Εἰς τὴν Ἑλλάδα ὑπάρχουν τὴν στιγμὴν αὐτὴν 170.000 καλλιεργηταὶ τοῦ ὁποίου καθ᾿ ὅλην τὴν χώραν. Ἐξ αὐτῶν 15000 εἶναι ἐντὸς τῶν ὁρίων τῆς Θεσσαλονίκης, 22.000 σχεδὸν ἔξωθεν καὶ 12.000 ἀπὸ τὰ 75 καὶ 20 ἔτη. [65, 696, 426, 729]
poem-author: Δ. ΜΑΒΙΛΗΣ [750, 286, 820, 297]
weddings-text: Ὁ Θεόδων Μ. Χατζημιχάλης καὶ ἡ Μαρία Ν. Γκιόκα ἀρραβωνιάσθησαν. [1049, 628, 1253, 651]
radio-heading: Τὸ Ραδιόφωνον [646, 547, 810, 602]
across-heading: ΟΡΙΖΟΝΤΙΩΣ: [1361, 574, 1434, 586]
anecdote-subtitle: ΤΗΝ ΗΣΕΡΕ [696, 361, 760, 372]
banner-title: ΜΑΚΕΔΟΝΙΚΑ [687, 81, 1127, 146]
banner [630, 71, 1536, 156]
story-paragraph: Ἔφτασε ἀπὸ δικό τους τὸ παιδί. Ὁ Φίλιππος ἔπεσε στὴν ἀγκαλιὰ τῆς μητέρας του, ἐνῶ ἔξω ὁ ἄνεμος σφύριζε μέσα στὰ δένδρα τοῦ κήπου. [250, 1121, 426, 1178]
printer-name: ΓΕΩΡΓΙΟΣ ΓΙΑΝΝΟΥΤΣΟΣ [470, 168, 593, 178]
daily-heading: Ἕνα καθ᾿ ἡμέραν [871, 364, 998, 419]
hospitals-body [1266, 758, 1530, 807]
concerts-body [833, 556, 1037, 628]
crossword-cell[interactable] [1314, 476, 1338, 498]
daily-text: Ἕνας καλὸς ἐπισκέπτης ἔφερε δῶρα γιὰ τὰ παιδιὰ τῆς συνοικίας καὶ μοίρασε γλυκίσματα ὅπως κάθε χρόνο. [833, 435, 1037, 469]
cinema-listing: ΑΛΛΑΜΠΡΑ: «Ὁ Βαλεντίνο καὶ αἱ γυναῖκες». [439, 881, 623, 903]
crossword-cell[interactable] [1480, 368, 1503, 390]
cinema-listing: ΗΛΥΣΙΑ: «Ἡ ἑπτάδα τῆς ἐκδικήσεως». [439, 699, 613, 710]
concerts-subtitle: «Τροβατόρε» [898, 543, 972, 554]
crossword-cell[interactable] [1480, 476, 1503, 498]
